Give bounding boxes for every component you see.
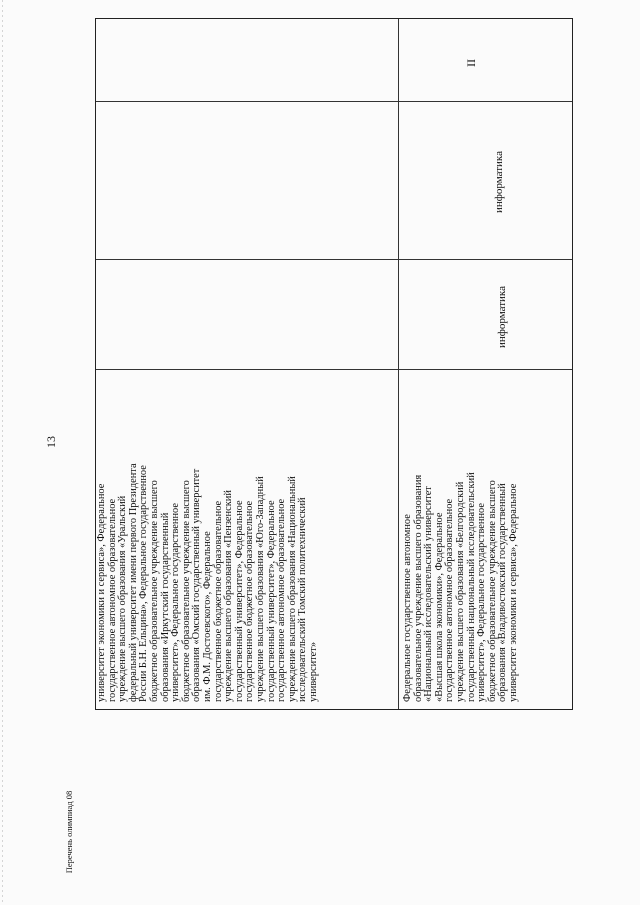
organizer-line: федеральный университет имени первого Президента [127,463,139,702]
organizer-line: «Высшая школа экономики», Федеральное [433,512,445,702]
row-divider [398,19,399,709]
organizer-line: учреждение высшего образования «Пензенский [223,490,235,702]
scan-edge [2,0,3,905]
organizer-line: образования «Иркутский государственный [159,512,171,702]
organizer-line: бюджетное образовательное учреждение высшего [180,480,192,702]
organizer-line: учреждение высшего образования «Белгородский [454,481,466,702]
organizer-line: образования «Омский государственный университет [191,468,203,702]
organizer-line: учреждение высшего образования «Национальный [286,476,298,702]
organizer-line: бюджетное образовательное учреждение высшего [148,480,160,702]
organizer-line: государственный университет», Федеральное [265,500,277,702]
footer-note: Перечень олимпиад 08 [64,790,74,874]
organizer-line: государственное бюджетное образовательное [244,500,256,702]
organizer-line: Федеральное государственное автономное [402,514,413,702]
organizer-line: государственное бюджетное образовательное [212,500,224,702]
organizer-line: государственное автономное образовательное [106,498,118,702]
organizer-line: университет экономики и сервиса», Федеральное [96,483,107,702]
column-divider [96,101,572,102]
organizer-line: университет» [307,641,319,702]
organizer-line: государственное автономное образовательное [276,498,288,702]
organizer-line: им. Ф.М. Достоевского», Федеральное [201,531,213,702]
row-2-level: II [464,59,478,67]
organizer-line: учреждение высшего образования «Уральский [117,495,129,702]
organizer-line: государственный университет», Федеральное [233,500,245,702]
row-2-subject-complex: информатика [493,151,505,213]
organizer-line: образовательное учреждение высшего образования [412,474,424,702]
organizer-line: России Б.Н. Ельцина», Федеральное государственное [138,465,150,702]
organizer-line: университет», Федеральное государственное [476,503,488,702]
row-2-organizers [403,382,520,702]
organizer-line: государственное автономное образовательное [444,498,456,702]
organizer-line: бюджетное образовательное учреждение высшего [486,480,498,702]
column-divider [96,259,572,260]
organizer-line: образования «Владивостокский государственный [497,483,509,702]
organizer-line: «Национальный исследовательский университет [423,486,435,702]
row-1-organizers [97,382,319,702]
page-number: 13 [44,436,58,448]
organizer-line: исследовательский Томский политехнический [297,497,309,702]
organizer-line: государственный национальный исследовательский [465,472,477,702]
row-2-subject-profile: информатика [496,286,508,348]
organizer-line: университет», Федеральное государственное [170,503,182,702]
organizer-line: учреждение высшего образования «Юго-Западный [254,476,266,702]
organizer-line: университет экономики и сервиса», Федеральное [507,483,519,702]
